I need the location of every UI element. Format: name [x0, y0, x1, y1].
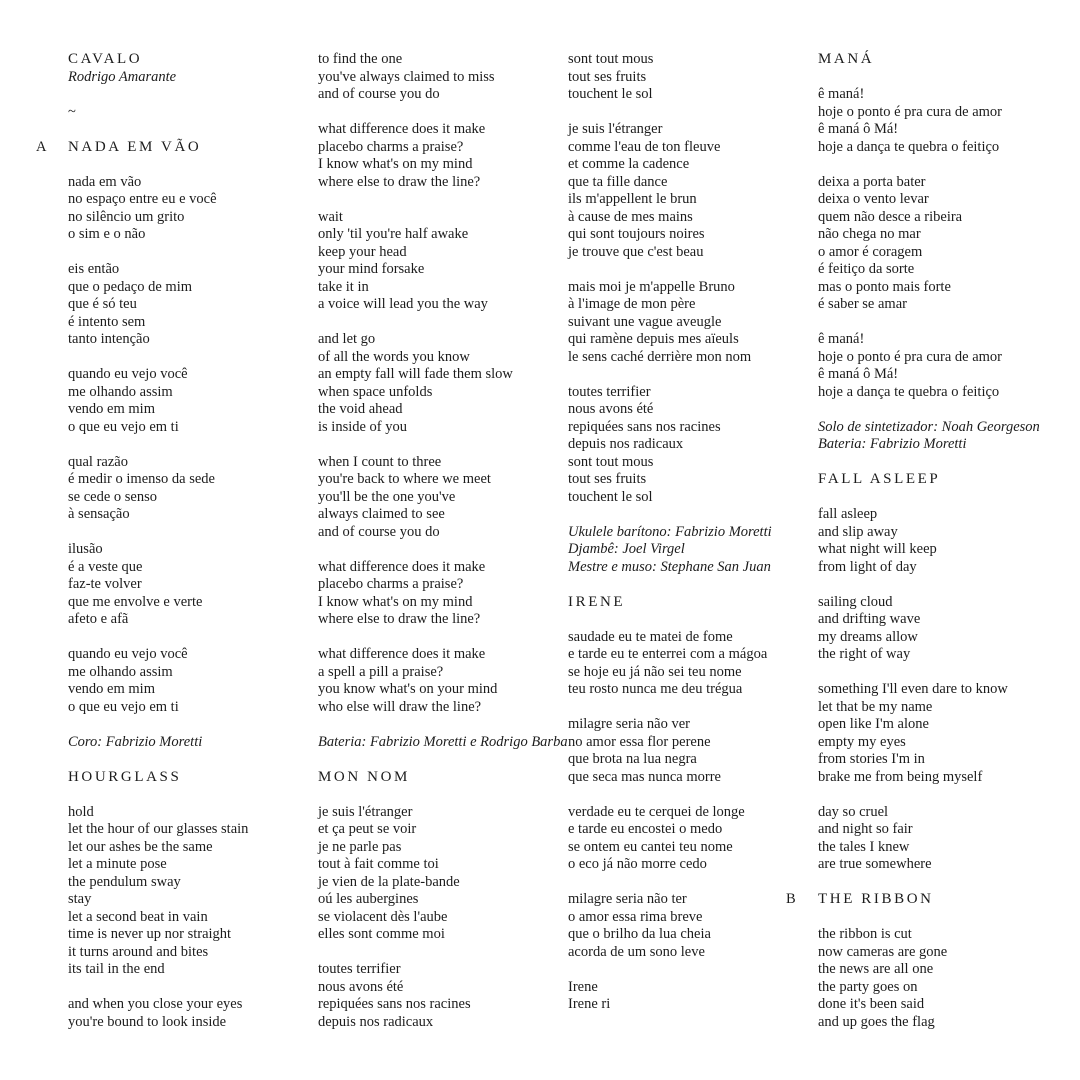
stanza: [68, 541, 248, 629]
stanza: [568, 279, 772, 367]
lyric-line: tout ses fruits: [568, 471, 647, 487]
credit-line: Bateria: Fabrizio Moretti: [818, 436, 967, 452]
lyric-line: suivant une vague aveugle: [568, 313, 722, 330]
lyric-line: and of course you do: [318, 86, 440, 102]
lyric-line: se ontem eu cantei teu nome: [568, 838, 733, 855]
stanza: [818, 681, 1040, 786]
lyric-line: when space unfolds: [318, 383, 433, 400]
lyric-line: let the hour of our glasses stain: [68, 821, 249, 837]
credit-block: [318, 734, 568, 752]
lyric-line: a spell a pill a praise?: [318, 663, 444, 680]
lyric-line: is inside of you: [318, 418, 408, 435]
lyric-line: nada em vão: [68, 173, 142, 190]
lyric-line: qual razão: [68, 453, 128, 470]
lyric-line: que o brilho da lua cheia: [568, 926, 711, 942]
stanza: [318, 804, 568, 944]
lyric-line: a voice will lead you the way: [318, 296, 488, 312]
lyric-line: are true somewhere: [818, 856, 932, 872]
stanza: [68, 996, 248, 1031]
lyric-line: from stories I'm in: [818, 751, 925, 767]
lyric-line: to find the one: [318, 51, 403, 67]
stanza: [818, 594, 1040, 664]
song-title-text: HOURGLASS: [68, 768, 182, 785]
lyric-line: é a veste que: [68, 558, 143, 575]
lyric-line: verdade eu te cerquei de longe: [568, 803, 745, 820]
lyric-line: you'll be the one you've: [318, 488, 456, 505]
lyric-line: of all the words you know: [318, 348, 470, 365]
lyric-line: ê maná ô Má!: [818, 366, 899, 382]
lyric-line: o que eu vejo em ti: [68, 698, 179, 715]
stanza: [68, 366, 248, 436]
lyric-line: nous avons été: [568, 401, 654, 417]
song-title-heading: [36, 138, 248, 157]
lyric-line: o amor essa rima breve: [568, 908, 703, 925]
side-marker-b: B: [786, 891, 797, 907]
lyric-line: à sensação: [68, 506, 130, 522]
stanza: [318, 51, 568, 104]
lyric-line: je suis l'étranger: [568, 121, 663, 137]
lyric-line: no silêncio um grito: [68, 208, 185, 225]
stanza: [68, 646, 248, 716]
lyric-line: wait: [318, 208, 343, 225]
lyric-line: sailing cloud: [818, 593, 893, 610]
lyric-line: touchent le sol: [568, 86, 653, 102]
lyric-line: when I count to three: [318, 453, 442, 470]
lyric-line: from light of day: [818, 558, 917, 575]
lyric-line: what difference does it make: [318, 121, 486, 137]
song-title-text: THE RIBBON: [818, 891, 934, 907]
stanza: [318, 121, 568, 191]
credit-line: Coro: Fabrizio Moretti: [68, 733, 203, 750]
lyric-line: an empty fall will fade them slow: [318, 366, 513, 382]
lyric-line: é saber se amar: [818, 296, 907, 312]
lyric-line: something I'll even dare to know: [818, 681, 1008, 697]
lyric-line: and when you close your eyes: [68, 996, 243, 1012]
lyric-line: et comme la cadence: [568, 156, 690, 172]
stanza: [818, 506, 1040, 576]
song-title-text: IRENE: [568, 593, 626, 610]
lyric-line: se hoje eu já não sei teu nome: [568, 663, 742, 680]
lyric-line: sont tout mous: [568, 453, 654, 470]
lyric-line: que me envolve e verte: [68, 593, 203, 610]
lyric-line: que ta fille dance: [568, 173, 668, 190]
lyrics-column-3: [568, 51, 772, 1014]
lyric-line: tout à fait comme toi: [318, 856, 439, 872]
lyric-line: the news are all one: [818, 961, 934, 977]
song-title-text: MANÁ: [818, 51, 875, 67]
lyric-line: repiquées sans nos racines: [318, 996, 471, 1012]
lyric-line: where else to draw the line?: [318, 611, 481, 627]
lyric-line: me olhando assim: [68, 663, 173, 680]
stanza: [818, 804, 1040, 874]
stanza: [318, 559, 568, 629]
lyric-line: ê maná ô Má!: [818, 121, 899, 137]
stanza: [568, 121, 772, 261]
lyric-line: je suis l'étranger: [318, 803, 413, 820]
lyric-line: oú les aubergines: [318, 891, 419, 907]
lyric-line: now cameras are gone: [818, 943, 948, 960]
album-title: CAVALO: [68, 51, 143, 67]
album-header: [68, 51, 248, 86]
lyric-line: and up goes the flag: [818, 1013, 935, 1030]
stanza: [568, 384, 772, 507]
lyric-line: what difference does it make: [318, 646, 486, 662]
lyric-line: elles sont comme moi: [318, 926, 445, 942]
lyric-line: no amor essa flor perene: [568, 733, 711, 750]
lyric-line: depuis nos radicaux: [568, 436, 684, 452]
lyric-line: toutes terrifier: [568, 383, 651, 400]
lyric-line: the party goes on: [818, 978, 918, 995]
stanza: [568, 979, 772, 1014]
lyric-line: quando eu vejo você: [68, 366, 188, 382]
lyric-line: tout ses fruits: [568, 68, 647, 85]
lyric-line: let a minute pose: [68, 856, 167, 872]
lyric-line: empty my eyes: [818, 733, 906, 750]
lyric-line: hoje a dança te quebra o feitiço: [818, 138, 1000, 155]
album-artist: Rodrigo Amarante: [68, 68, 177, 85]
lyric-line: ê maná!: [818, 86, 865, 102]
lyric-line: hoje o ponto é pra cura de amor: [818, 103, 1002, 120]
lyric-line: your mind forsake: [318, 261, 425, 277]
lyric-line: I know what's on my mind: [318, 593, 473, 610]
lyric-line: where else to draw the line?: [318, 173, 481, 190]
lyric-line: you've always claimed to miss: [318, 68, 495, 85]
lyric-line: se violacent dès l'aube: [318, 908, 448, 925]
lyric-line: depuis nos radicaux: [318, 1013, 434, 1030]
lyric-line: nous avons été: [318, 978, 404, 995]
lyric-line: qui ramène depuis mes aïeuls: [568, 331, 739, 347]
lyric-line: saudade eu te matei de fome: [568, 628, 733, 645]
lyric-line: e tarde eu encostei o medo: [568, 821, 723, 837]
credit-line: Bateria: Fabrizio Moretti e Rodrigo Barba: [318, 733, 568, 750]
lyric-line: let a second beat in vain: [68, 908, 208, 925]
lyric-line: let our ashes be the same: [68, 838, 213, 855]
lyric-line: its tail in the end: [68, 961, 165, 977]
song-title-text: MON NOM: [318, 768, 410, 785]
lyric-line: ilusão: [68, 541, 103, 557]
lyric-line: mais moi je m'appelle Bruno: [568, 278, 735, 295]
lyric-line: me olhando assim: [68, 383, 173, 400]
lyric-line: placebo charms a praise?: [318, 138, 464, 155]
lyric-line: the pendulum sway: [68, 873, 181, 890]
side-marker-a: A: [36, 138, 47, 155]
song-title-heading: [818, 471, 1040, 489]
lyric-line: and let go: [318, 331, 376, 347]
lyric-line: o eco já não morre cedo: [568, 856, 707, 872]
stanza: [568, 629, 772, 699]
lyric-line: let that be my name: [818, 698, 933, 715]
stanza: [818, 926, 1040, 1031]
lyric-line: tanto intenção: [68, 331, 150, 347]
lyric-line: que brota na lua negra: [568, 751, 697, 767]
stanza: [318, 646, 568, 716]
lyric-line: my dreams allow: [818, 628, 918, 645]
lyric-line: placebo charms a praise?: [318, 576, 464, 592]
lyric-line: qui sont toujours noires: [568, 226, 705, 242]
lyric-line: day so cruel: [818, 803, 889, 820]
lyric-line: take it in: [318, 278, 369, 295]
lyric-line: and drifting wave: [818, 611, 921, 627]
lyric-line: é feitiço da sorte: [818, 261, 915, 277]
lyric-line: and night so fair: [818, 821, 913, 837]
lyrics-column-4: [786, 51, 1040, 1031]
lyric-line: je ne parle pas: [318, 838, 402, 855]
lyric-line: I know what's on my mind: [318, 156, 473, 172]
lyric-line: ê maná!: [818, 331, 865, 347]
lyric-line: e tarde eu te enterrei com a mágoa: [568, 646, 768, 662]
lyric-line: que é só teu: [68, 296, 137, 312]
stanza: [818, 86, 1040, 156]
lyric-line: et ça peut se voir: [318, 821, 417, 837]
stanza: [318, 209, 568, 314]
lyric-line: open like I'm alone: [818, 716, 929, 732]
lyric-line: the ribbon is cut: [818, 926, 912, 942]
lyric-line: je vien de la plate-bande: [318, 873, 460, 890]
lyric-line: the right of way: [818, 646, 911, 662]
lyric-line: the tales I knew: [818, 838, 910, 855]
lyric-line: sont tout mous: [568, 51, 654, 67]
lyric-line: no espaço entre eu e você: [68, 191, 217, 207]
stanza: [568, 51, 772, 104]
lyric-line: deixa a porta bater: [818, 173, 926, 190]
lyric-line: vendo em mim: [68, 401, 155, 417]
lyric-line: le sens caché derrière mon nom: [568, 348, 752, 365]
lyric-line: vendo em mim: [68, 681, 155, 697]
lyric-line: and slip away: [818, 523, 898, 540]
stanza: [318, 961, 568, 1031]
lyric-line: you're back to where we meet: [318, 471, 491, 487]
lyric-line: é medir o imenso da sede: [68, 471, 215, 487]
lyric-line: je trouve que c'est beau: [568, 243, 704, 260]
credit-line: Djambê: Joel Virgel: [568, 541, 685, 557]
lyric-line: é intento sem: [68, 313, 146, 330]
lyric-line: que o pedaço de mim: [68, 278, 193, 295]
lyric-line: à cause de mes mains: [568, 208, 693, 225]
lyric-line: keep your head: [318, 243, 407, 260]
lyric-line: stay: [68, 891, 92, 907]
lyric-line: hold: [68, 803, 94, 820]
song-title-text: NADA EM VÃO: [68, 138, 202, 155]
lyric-line: what night will keep: [818, 541, 937, 557]
lyric-line: hoje a dança te quebra o feitiço: [818, 383, 1000, 400]
stanza: [568, 804, 772, 874]
lyric-line: quando eu vejo você: [68, 646, 188, 662]
lyric-line: quem não desce a ribeira: [818, 208, 963, 225]
lyrics-column-2: [318, 51, 568, 1031]
lyric-line: ils m'appellent le brun: [568, 191, 697, 207]
lyric-line: Irene: [568, 978, 598, 995]
lyric-line: milagre seria não ver: [568, 716, 690, 732]
lyric-line: não chega no mar: [818, 226, 921, 242]
song-title-heading: [568, 594, 772, 612]
credit-line: Mestre e muso: Stephane San Juan: [568, 558, 771, 575]
lyric-line: done it's been said: [818, 996, 925, 1012]
song-title-heading: [818, 51, 1040, 69]
lyric-line: o que eu vejo em ti: [68, 418, 179, 435]
stanza: [318, 331, 568, 436]
lyric-line: what difference does it make: [318, 558, 486, 575]
song-title-heading: [786, 891, 1040, 909]
lyric-line: brake me from being myself: [818, 768, 983, 785]
lyric-line: afeto e afã: [68, 611, 129, 627]
lyric-line: se cede o senso: [68, 488, 157, 505]
lyric-line: and of course you do: [318, 523, 440, 540]
lyric-line: acorda de um sono leve: [568, 943, 705, 960]
lyric-line: mas o ponto mais forte: [818, 278, 951, 295]
stanza: [68, 174, 248, 244]
credit-line: Solo de sintetizador: Noah Georgeson: [818, 418, 1040, 435]
lyric-line: touchent le sol: [568, 488, 653, 505]
stanza: [318, 454, 568, 542]
credit-block: [68, 734, 248, 752]
credit-block: [818, 419, 1040, 454]
lyric-line: it turns around and bites: [68, 943, 209, 960]
credit-block: [568, 524, 772, 577]
song-title-heading: [68, 769, 248, 787]
stanza: [68, 804, 248, 979]
lyric-line: toutes terrifier: [318, 961, 401, 977]
lyric-line: only 'til you're half awake: [318, 226, 469, 242]
stanza: [68, 454, 248, 524]
lyric-line: à l'image de mon père: [568, 296, 696, 312]
stanza: [818, 331, 1040, 401]
lyric-line: deixa o vento levar: [818, 191, 929, 207]
song-title-text: FALL ASLEEP: [818, 471, 941, 487]
lyric-line: comme l'eau de ton fleuve: [568, 138, 721, 155]
lyric-line: the void ahead: [318, 401, 403, 417]
lyric-line: always claimed to see: [318, 506, 445, 522]
lyric-line: hoje o ponto é pra cura de amor: [818, 348, 1002, 365]
lyric-line: fall asleep: [818, 506, 878, 522]
lyric-line: who else will draw the line?: [318, 698, 482, 715]
song-title-heading: [318, 769, 568, 787]
lyric-line: Irene ri: [568, 996, 611, 1012]
lyric-line: you know what's on your mind: [318, 681, 498, 697]
stanza: [818, 174, 1040, 314]
tilde-separator: ~: [68, 103, 76, 120]
lyric-line: milagre seria não ter: [568, 891, 687, 907]
stanza: [568, 891, 772, 961]
lyric-line: time is never up nor straight: [68, 926, 232, 942]
lyrics-column-1: [36, 51, 249, 1031]
lyric-line: faz-te volver: [68, 576, 142, 592]
lyric-line: repiquées sans nos racines: [568, 418, 721, 435]
lyric-line: que seca mas nunca morre: [568, 768, 721, 785]
lyric-line: eis então: [68, 261, 120, 277]
lyric-line: o sim e o não: [68, 226, 146, 242]
lyric-line: you're bound to look inside: [68, 1013, 227, 1030]
credit-line: Ukulele barítono: Fabrizio Moretti: [568, 523, 772, 540]
stanza: [568, 716, 772, 786]
lyric-line: o amor é coragem: [818, 243, 923, 260]
stanza: [68, 261, 248, 349]
lyric-line: teu rosto nunca me deu trégua: [568, 681, 743, 697]
